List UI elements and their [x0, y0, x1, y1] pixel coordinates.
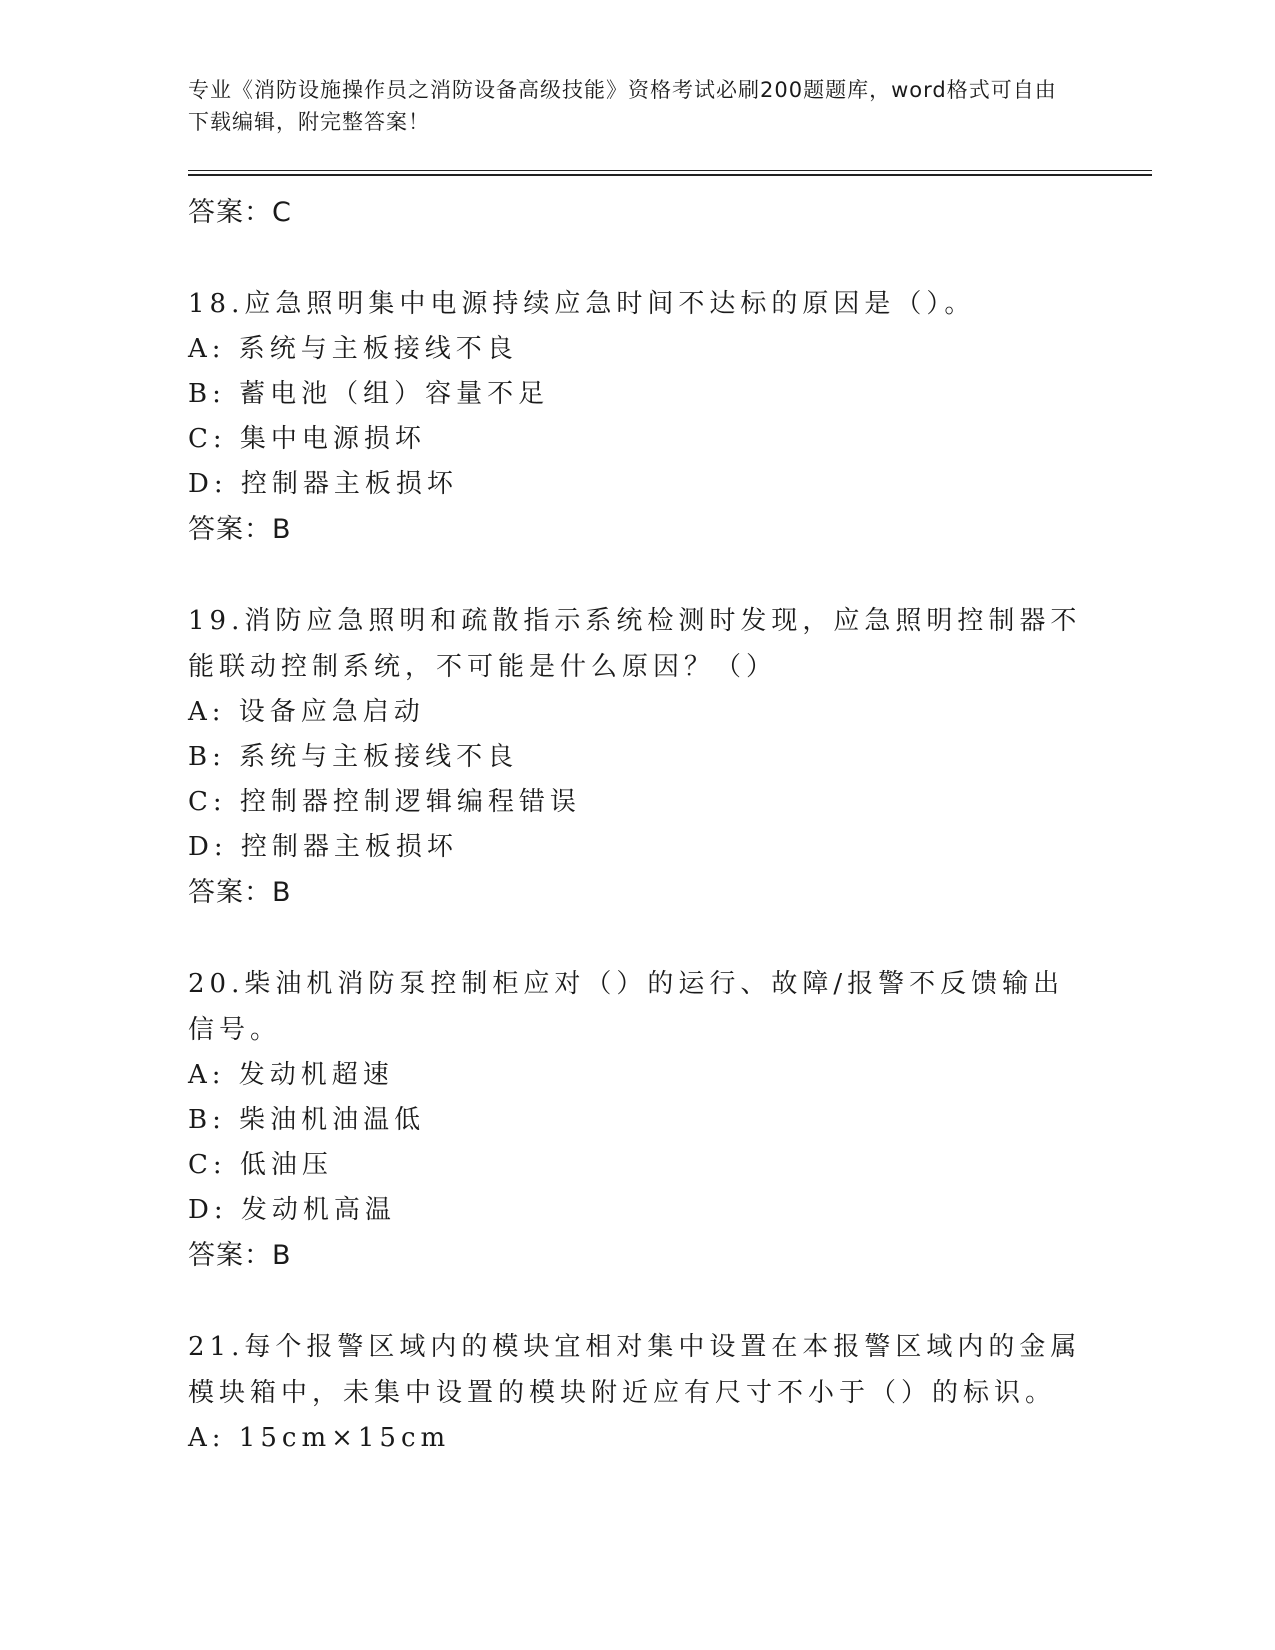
option-b: B: 蓄电池（组）容量不足 [188, 379, 550, 409]
option-c: C: 低油压 [188, 1150, 333, 1180]
question-21 [188, 1324, 1088, 1461]
question-stem: 18.应急照明集中电源持续应急时间不达标的原因是（）。 [188, 289, 976, 319]
question-list [188, 190, 1088, 1461]
answer-previous: 答案：C [188, 197, 292, 228]
document-header-title: 专业《消防设施操作员之消防设备高级技能》资格考试必刷200题题库，word格式可自由下载编辑，附完整答案！ [188, 78, 1057, 134]
option-d: D: 发动机高温 [188, 1195, 396, 1225]
answer: 答案：B [188, 1240, 292, 1271]
option-a: A: 系统与主板接线不良 [188, 334, 518, 364]
question-stem: 19.消防应急照明和疏散指示系统检测时发现，应急照明控制器不能联动控制系统，不可能是什么原因？（） [188, 606, 1082, 682]
question-20 [188, 961, 1088, 1279]
option-c: C: 控制器控制逻辑编程错误 [188, 787, 581, 817]
answer: 答案：B [188, 877, 292, 908]
question-19 [188, 598, 1088, 916]
answer: 答案：B [188, 514, 292, 545]
option-c: C: 集中电源损坏 [188, 424, 426, 454]
header-divider-thin [188, 170, 1152, 171]
option-d: D: 控制器主板损坏 [188, 832, 458, 862]
option-a: A: 15cm×15cm [188, 1423, 451, 1453]
option-a: A: 发动机超速 [188, 1060, 394, 1090]
option-d: D: 控制器主板损坏 [188, 469, 458, 499]
question-stem: 21.每个报警区域内的模块宜相对集中设置在本报警区域内的金属模块箱中，未集中设置的模块附近应有尺寸不小于（）的标识。 [188, 1332, 1082, 1408]
question-stem: 20.柴油机消防泵控制柜应对（）的运行、故障/报警不反馈输出信号。 [188, 969, 1065, 1045]
option-a: A: 设备应急启动 [188, 697, 425, 727]
option-b: B: 柴油机油温低 [188, 1105, 426, 1135]
header-divider-thick [188, 174, 1152, 176]
question-18 [188, 281, 1088, 553]
option-b: B: 系统与主板接线不良 [188, 742, 519, 772]
